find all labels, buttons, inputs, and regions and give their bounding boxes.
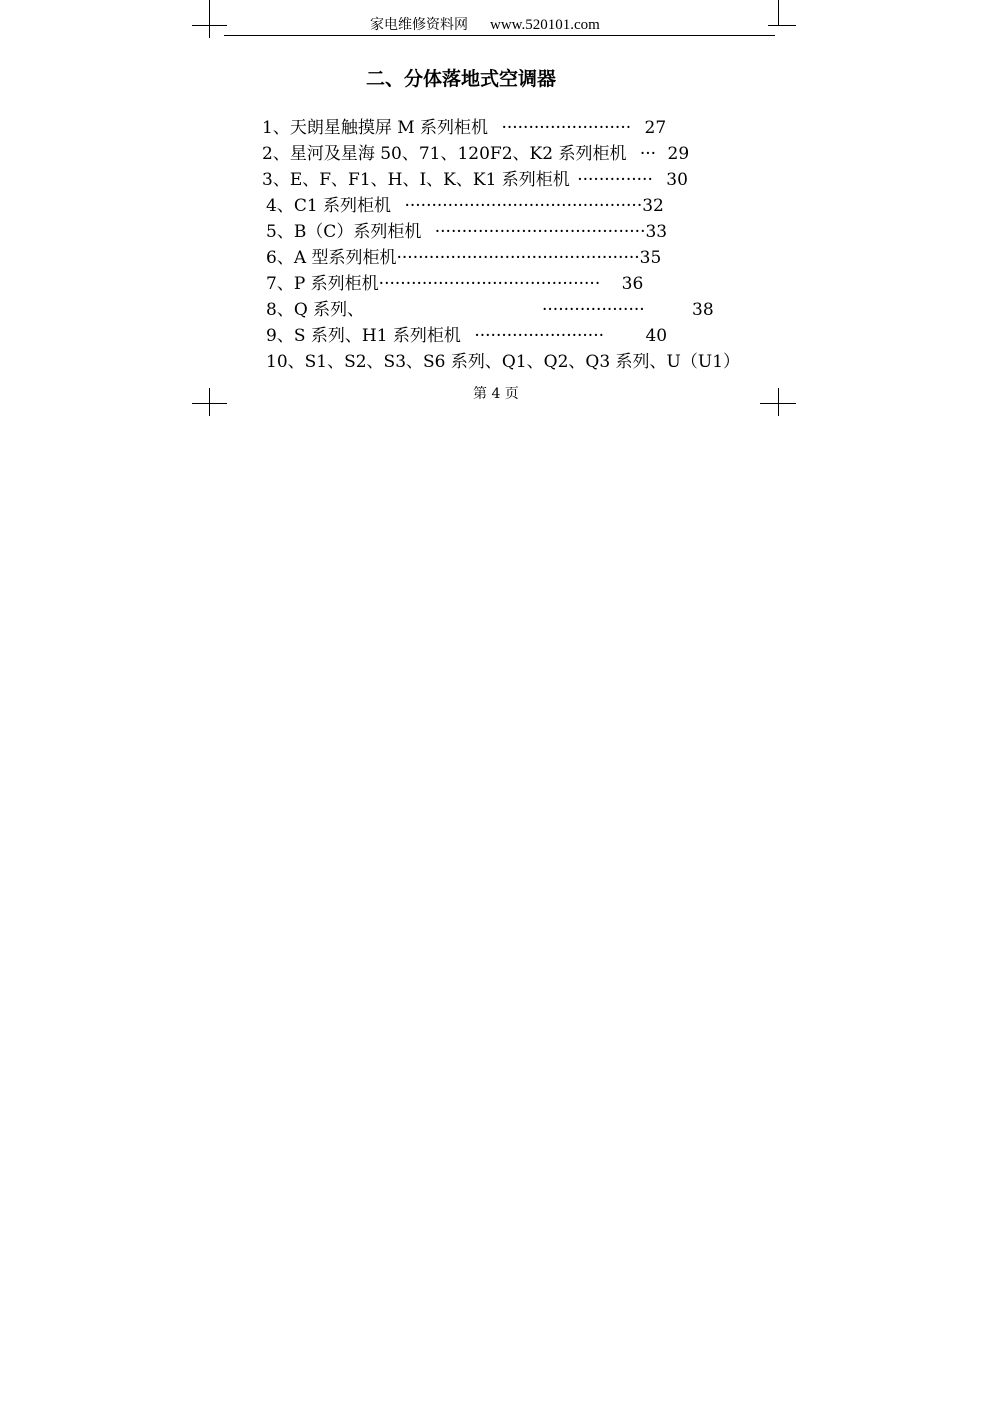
toc-entry (266, 273, 643, 295)
toc-entry-label: 7、P 系列柜机 (266, 274, 379, 294)
toc-entry-page: 32 (642, 196, 664, 216)
toc-entry-page: 27 (644, 118, 667, 138)
toc-entry (266, 247, 661, 269)
page-number: 第 4 页 (473, 386, 519, 402)
crop-mark-top-left-v (209, 0, 210, 38)
toc-entry-label: 10、S1、S2、S3、S6 系列、Q1、Q2、Q3 系列、U（U1） (266, 352, 741, 372)
page-header (370, 14, 600, 34)
toc-entry-leader: ········································· (378, 274, 601, 294)
toc-entry-page: 30 (666, 170, 688, 190)
toc-entry-leader: ··················· (542, 300, 645, 320)
header-rule (224, 35, 775, 36)
toc-entry (262, 143, 689, 165)
crop-mark-top-right-v (778, 0, 779, 26)
toc-entry-label: 9、S 系列、H1 系列柜机 (266, 326, 461, 346)
toc-entry (266, 351, 740, 373)
toc-entry-label: 1、天朗星触摸屏 M 系列柜机 (262, 118, 489, 138)
toc-entry-page: 29 (667, 144, 690, 164)
crop-mark-top-right-h (768, 25, 796, 26)
toc-entry-label: 6、A 型系列柜机 (266, 248, 397, 268)
toc-entry-page: 36 (621, 274, 644, 294)
toc-entry-label: 3、E、F、F1、H、I、K、K1 系列柜机 (262, 170, 570, 190)
toc-entry-page: 33 (645, 222, 668, 242)
toc-entry-leader: ························ (501, 118, 632, 138)
crop-mark-bottom-right-v (778, 388, 779, 416)
toc-entry-label: 8、Q 系列、 (266, 300, 365, 320)
toc-entry-label: 4、C1 系列柜机 (266, 196, 392, 216)
toc-entry-label: 2、星河及星海 50、71、120F2、K2 系列柜机 (262, 144, 627, 164)
crop-mark-bottom-left-v (209, 388, 210, 416)
toc-entry-page: 35 (639, 248, 662, 268)
toc-entry-label: 5、B（C）系列柜机 (266, 222, 422, 242)
toc-entry-leader: ············································· (396, 248, 640, 268)
section-title: 二、分体落地式空调器 (366, 68, 557, 90)
toc-entry-leader: ··· (639, 144, 657, 164)
toc-entry (266, 299, 714, 321)
toc-entry (266, 325, 667, 347)
toc-entry (266, 221, 667, 243)
header-site-name: 家电维修资料网 (370, 17, 468, 33)
toc-entry-page: 38 (692, 300, 714, 320)
toc-entry (262, 169, 688, 191)
toc-entry-leader: ························ (474, 326, 605, 346)
toc-entry-leader: ·············· (577, 170, 653, 190)
toc-entry-leader: ······································· (434, 222, 646, 242)
toc-entry-page: 40 (645, 326, 668, 346)
toc-entry (262, 117, 666, 139)
toc-entry-leader: ············································ (404, 196, 643, 216)
header-site-url: www.520101.com (490, 17, 600, 33)
toc-entry (266, 195, 664, 217)
